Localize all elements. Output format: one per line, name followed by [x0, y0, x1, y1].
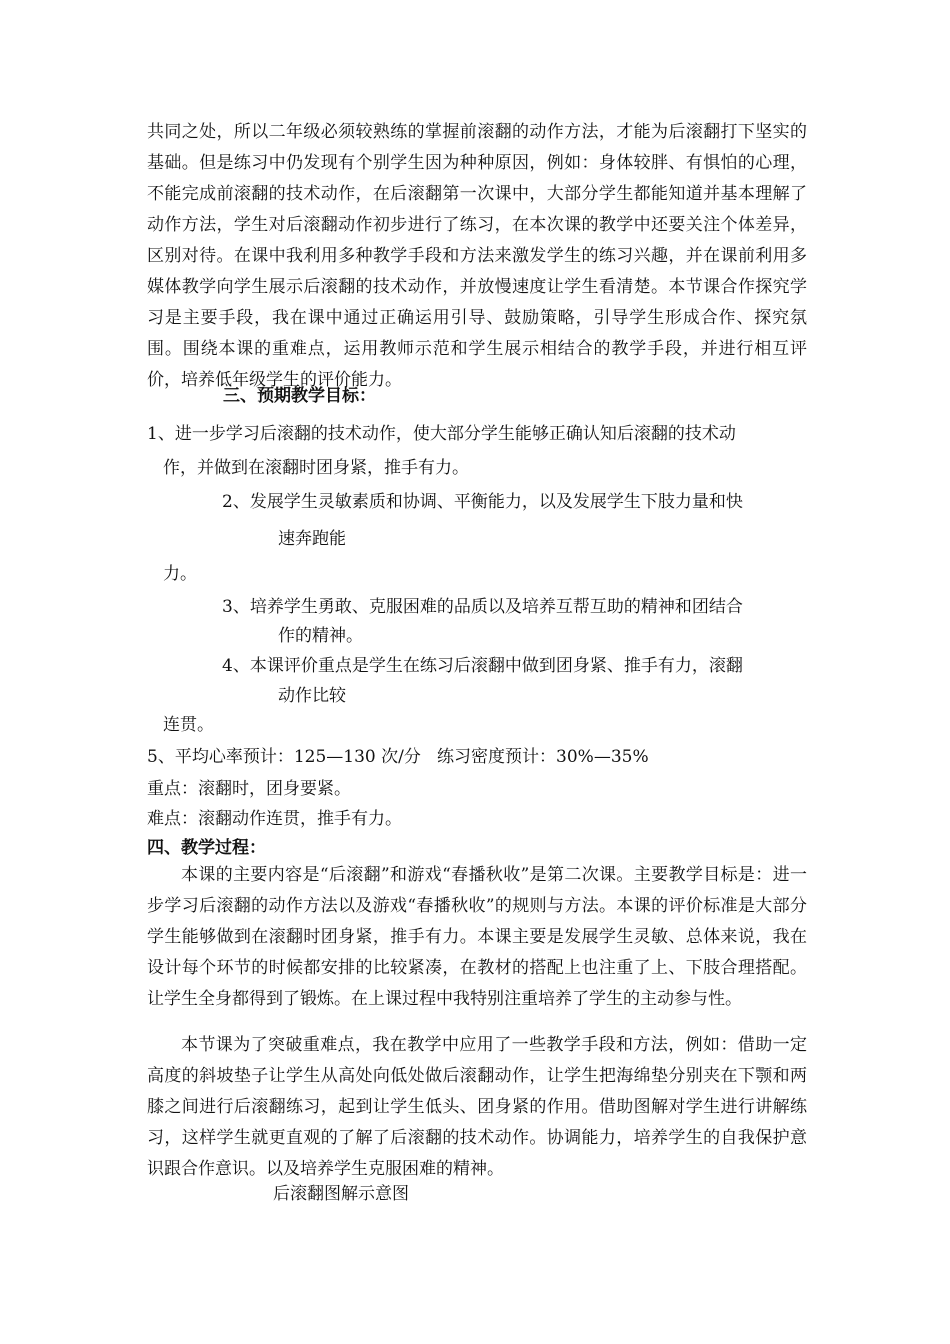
- intro-paragraph: 共同之处，所以二年级必须较熟练的掌握前滚翻的动作方法，才能为后滚翻打下坚实的基础。但是练习中仍发现有个别学生因为种种原因，例如：身体较胖、有惧怕的心理，不能完成前滚翻的技术动作，在后滚翻第一次课中，大部分学生都能知道并基本理解了动作方法，学生对后滚翻动作初步进行了练习，在本次课的教学中还要关注个体差异，区别对待。在课中我利用多种教学手段和方法来激发学生的练习兴趣，并在课前利用多媒体教学向学生展示后滚翻的技术动作，并放慢速度让学生看清楚。本节课合作探究学习是主要手段，我在课中通过正确运用引导、鼓励策略，引导学生形成合作、探究氛围。围绕本课的重难点，运用教师示范和学生展示相结合的教学手段，并进行相互评价，培养低年级学生的评价能力。: [147, 122, 807, 390]
- figure-caption: 后滚翻图解示意图: [273, 1184, 409, 1204]
- process-paragraph-1: 本课的主要内容是“后滚翻”和游戏“春播秋收”是第二次课。主要教学目标是：进一步学习后滚翻的动作方法以及游戏“春播秋收”的规则与方法。本课的评价标准是大部分学生能够做到在滚翻时团身紧，推手有力。本课主要是发展学生灵敏、总体来说，我在设计每个环节的时候都安排的比较紧凑，在教材的搭配上也注重了上、下肢合理搭配。让学生全身都得到了锻炼。在上课过程中我特别注重培养了学生的主动参与性。: [147, 865, 807, 1009]
- section3-heading: 三、预期教学目标：: [223, 386, 376, 406]
- goal2-line2: 速奔跑能: [278, 529, 346, 549]
- goal1-line1: 1、进一步学习后滚翻的技术动作，使大部分学生能够正确认知后滚翻的技术动: [147, 424, 736, 444]
- goal5-line: 5、平均心率预计：125—130 次/分 练习密度预计：30%—35%: [147, 747, 649, 767]
- goal4-line3: 连贯。: [163, 715, 214, 735]
- goal3-line2: 作的精神。: [278, 626, 363, 646]
- process-paragraph-2: 本节课为了突破重难点，我在教学中应用了一些教学手段和方法，例如：借助一定高度的斜坡垫子让学生从高处向低处做后滚翻动作，让学生把海绵垫分别夹在下颚和两膝之间进行后滚翻练习，起到让学生低头、团身紧的作用。借助图解对学生进行讲解练习，这样学生就更直观的了解了后滚翻的技术动作。协调能力，培养学生的自我保护意识跟合作意识。以及培养学生克服困难的精神。: [147, 1035, 807, 1179]
- goal4-line1: 4、本课评价重点是学生在练习后滚翻中做到团身紧、推手有力，滚翻: [222, 656, 743, 676]
- goal1-line2: 作，并做到在滚翻时团身紧，推手有力。: [163, 458, 469, 478]
- goal2-line3: 力。: [163, 564, 197, 584]
- section4-heading: 四、教学过程：: [147, 838, 266, 858]
- goal2-line1: 2、发展学生灵敏素质和协调、平衡能力，以及发展学生下肢力量和快: [222, 492, 743, 512]
- difficult-point: 难点：滚翻动作连贯，推手有力。: [147, 809, 402, 829]
- goal3-line1: 3、培养学生勇敢、克服困难的品质以及培养互帮互助的精神和团结合: [222, 597, 743, 617]
- goal4-line2: 动作比较: [278, 686, 346, 706]
- key-point: 重点：滚翻时，团身要紧。: [147, 779, 351, 799]
